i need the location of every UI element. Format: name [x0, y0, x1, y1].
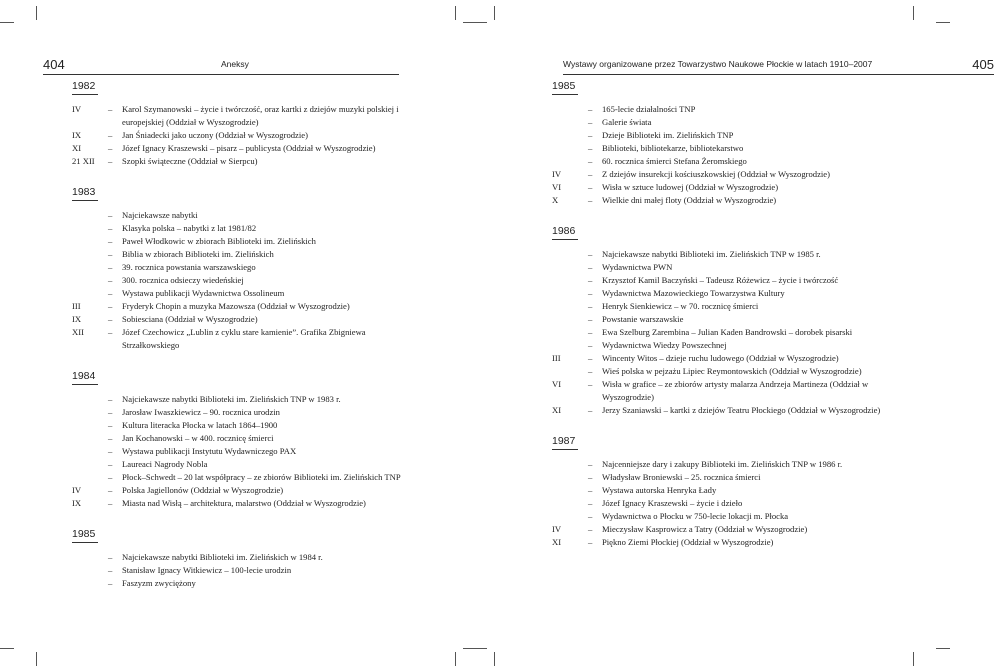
- entry-title: Jan Śniadecki jako uczony (Oddział w Wyszogrodzie): [122, 130, 308, 140]
- entry-title: Fryderyk Chopin a muzyka Mazowsza (Oddział w Wyszogrodzie): [122, 301, 350, 311]
- entry-month: [552, 274, 588, 287]
- entry-dash: –: [108, 262, 113, 272]
- entry-title: Kultura literacka Płocka w latach 1864–1900: [122, 420, 278, 430]
- list-item: [72, 326, 402, 352]
- entry-dash: –: [108, 275, 113, 285]
- entry-title: Ewa Szelburg Zarembina – Julian Kaden Bandrowski – dorobek pisarski: [602, 327, 853, 337]
- list-item: [552, 313, 892, 326]
- entry-title: Wystawa publikacji Instytutu Wydawniczego PAX: [122, 446, 297, 456]
- list-item: [72, 564, 402, 577]
- entry-dash: –: [108, 552, 113, 562]
- entry-title: Najcenniejsze dary i zakupy Biblioteki im. Zielińskich TNP w 1986 r.: [602, 459, 843, 469]
- list-item: [552, 339, 892, 352]
- list-item: [552, 194, 892, 207]
- entry-month: [72, 458, 108, 471]
- list-item: [72, 484, 402, 497]
- list-item: [552, 365, 892, 378]
- entry-title: Najciekawsze nabytki Biblioteki im. Zielińskich TNP w 1983 r.: [122, 394, 341, 404]
- list-item: [552, 378, 892, 404]
- list-item: [72, 209, 402, 222]
- entry-month: [552, 365, 588, 378]
- year-heading: 1983: [72, 186, 98, 201]
- entry-month: [72, 209, 108, 222]
- year-section: [72, 80, 402, 168]
- list-item: [72, 432, 402, 445]
- entry-month: IV: [72, 485, 82, 495]
- entry-month: IV: [72, 104, 82, 114]
- entry-month: [72, 222, 108, 235]
- entry-title: Piękno Ziemi Płockiej (Oddział w Wyszogrodzie): [602, 537, 774, 547]
- entry-month: [72, 393, 108, 406]
- entry-month: [552, 300, 588, 313]
- entry-dash: –: [588, 130, 593, 140]
- entry-month: X: [552, 195, 559, 205]
- list-item: [552, 523, 892, 536]
- entry-title: Wieś polska w pejzażu Lipiec Reymontowskich (Oddział w Wyszogrodzie): [602, 366, 862, 376]
- entry-dash: –: [588, 405, 593, 415]
- entry-title: Najciekawsze nabytki Biblioteki im. Zielińskich TNP w 1985 r.: [602, 249, 821, 259]
- entry-title: Władysław Broniewski – 25. rocznica śmierci: [602, 472, 761, 482]
- entry-dash: –: [588, 301, 593, 311]
- right-page: [475, 0, 994, 672]
- year-heading: 1986: [552, 225, 578, 240]
- entry-month: III: [552, 353, 561, 363]
- entry-month: [72, 406, 108, 419]
- entry-title: Józef Czechowicz „Lublin z cyklu stare kamienie”. Grafika Zbigniewa Strzałkowskiego: [122, 327, 366, 350]
- entry-title: Jarosław Iwaszkiewicz – 90. rocznica urodzin: [122, 407, 280, 417]
- year-section: [72, 370, 402, 510]
- entry-dash: –: [108, 472, 113, 482]
- list-item: [72, 248, 402, 261]
- list-item: [552, 248, 892, 261]
- entry-dash: –: [108, 210, 113, 220]
- entry-dash: –: [108, 446, 113, 456]
- page-number: 405: [972, 57, 994, 72]
- list-item: [552, 536, 892, 549]
- list-item: [72, 577, 402, 590]
- entry-dash: –: [588, 169, 593, 179]
- year-heading: 1987: [552, 435, 578, 450]
- header-rule: [43, 74, 399, 75]
- entry-title: Laureaci Nagrody Nobla: [122, 459, 208, 469]
- list-item: [72, 287, 402, 300]
- entry-dash: –: [588, 156, 593, 166]
- entry-title: Miasta nad Wisłą – architektura, malarstwo (Oddział w Wyszogrodzie): [122, 498, 366, 508]
- entry-title: Wydawnictwa Mazowieckiego Towarzystwa Kultury: [602, 288, 785, 298]
- entry-dash: –: [588, 485, 593, 495]
- entry-title: Józef Ignacy Kraszewski – życie i dzieło: [602, 498, 743, 508]
- entry-dash: –: [108, 459, 113, 469]
- year-section: [72, 528, 402, 590]
- entry-dash: –: [588, 379, 593, 389]
- entry-month: [72, 248, 108, 261]
- page-header: [43, 57, 399, 73]
- list-item: [552, 129, 892, 142]
- entry-dash: –: [588, 327, 593, 337]
- entry-title: Najciekawsze nabytki Biblioteki im. Zielińskich w 1984 r.: [122, 552, 323, 562]
- entry-month: IV: [552, 524, 562, 534]
- entry-dash: –: [108, 130, 113, 140]
- entry-title: Faszyzm zwyciężony: [122, 578, 196, 588]
- list-item: [72, 261, 402, 274]
- list-item: [72, 551, 402, 564]
- list-item: [552, 274, 892, 287]
- entry-month: IX: [72, 130, 82, 140]
- entry-title: Z dziejów insurekcji kościuszkowskiej (Oddział w Wyszogrodzie): [602, 169, 830, 179]
- entry-title: Powstanie warszawskie: [602, 314, 684, 324]
- entry-month: [552, 313, 588, 326]
- entry-title: Wydawnictwa Wiedzy Powszechnej: [602, 340, 727, 350]
- entry-dash: –: [588, 366, 593, 376]
- entry-title: Szopki świąteczne (Oddział w Sierpcu): [122, 156, 258, 166]
- running-head: Wystawy organizowane przez Towarzystwo Naukowe Płockie w latach 1910–2007: [563, 59, 873, 69]
- entry-title: 300. rocznica odsieczy wiedeńskiej: [122, 275, 244, 285]
- entry-month: [72, 287, 108, 300]
- list-item: [552, 300, 892, 313]
- entry-month: IV: [552, 169, 562, 179]
- entry-dash: –: [588, 314, 593, 324]
- entry-title: Jan Kochanowski – w 400. rocznicę śmierci: [122, 433, 274, 443]
- entry-dash: –: [108, 288, 113, 298]
- entry-title: Henryk Sienkiewicz – w 70. rocznicę śmierci: [602, 301, 759, 311]
- page-number: 404: [43, 57, 65, 72]
- entry-dash: –: [588, 104, 593, 114]
- entry-title: Biblia w zbiorach Biblioteki im. Zielińskich: [122, 249, 274, 259]
- entry-dash: –: [108, 301, 113, 311]
- entry-title: Krzysztof Kamil Baczyński – Tadeusz Różewicz – życie i twórczość: [602, 275, 839, 285]
- list-item: [552, 181, 892, 194]
- list-item: [552, 155, 892, 168]
- list-item: [72, 406, 402, 419]
- entry-title: Wincenty Witos – dzieje ruchu ludowego (Oddział w Wyszogrodzie): [602, 353, 839, 363]
- entry-month: VI: [552, 182, 562, 192]
- entry-month: XI: [72, 143, 82, 153]
- entry-dash: –: [108, 420, 113, 430]
- year-section: [552, 225, 892, 417]
- entry-dash: –: [108, 394, 113, 404]
- entry-dash: –: [588, 275, 593, 285]
- entry-month: [72, 274, 108, 287]
- list-item: [72, 235, 402, 248]
- entry-month: XI: [552, 405, 562, 415]
- list-item: [72, 471, 402, 484]
- entry-month: [552, 261, 588, 274]
- entry-dash: –: [588, 340, 593, 350]
- entry-title: Józef Ignacy Kraszewski – pisarz – publicysta (Oddział w Wyszogrodzie): [122, 143, 376, 153]
- list-item: [72, 142, 402, 155]
- entry-title: Stanisław Ignacy Witkiewicz – 100-lecie urodzin: [122, 565, 292, 575]
- entry-month: [72, 577, 108, 590]
- entry-month: [552, 155, 588, 168]
- entry-dash: –: [588, 195, 593, 205]
- entry-month: IX: [72, 314, 82, 324]
- entry-month: IX: [72, 498, 82, 508]
- entry-title: Wydawnictwa o Płocku w 750-lecie lokacji m. Płocka: [602, 511, 789, 521]
- entry-month: [72, 564, 108, 577]
- exhibition-list: [72, 80, 402, 608]
- list-item: [72, 313, 402, 326]
- header-rule: [563, 74, 994, 75]
- list-item: [552, 458, 892, 471]
- list-item: [72, 129, 402, 142]
- list-item: [72, 274, 402, 287]
- list-item: [552, 484, 892, 497]
- entry-dash: –: [588, 537, 593, 547]
- entry-title: Karol Szymanowski – życie i twórczość, oraz kartki z dziejów muzyki polskiej i europejskiej (Oddział w Wyszogrodzie): [122, 104, 399, 127]
- entry-month: [72, 471, 108, 484]
- entry-dash: –: [108, 565, 113, 575]
- entry-month: [72, 419, 108, 432]
- entry-month: [552, 339, 588, 352]
- entry-month: [552, 484, 588, 497]
- entry-month: [552, 129, 588, 142]
- entry-dash: –: [108, 407, 113, 417]
- entry-title: Sobiesciana (Oddział w Wyszogrodzie): [122, 314, 258, 324]
- entry-dash: –: [588, 249, 593, 259]
- entry-month: [552, 142, 588, 155]
- list-item: [72, 497, 402, 510]
- entry-month: [552, 326, 588, 339]
- exhibition-list: [552, 80, 892, 567]
- entry-dash: –: [588, 143, 593, 153]
- entry-month: [552, 497, 588, 510]
- list-item: [552, 497, 892, 510]
- entry-month: [72, 445, 108, 458]
- page-header: [563, 57, 994, 73]
- entry-month: [72, 432, 108, 445]
- entry-title: Jerzy Szaniawski – kartki z dziejów Teatru Płockiego (Oddział w Wyszogrodzie): [602, 405, 881, 415]
- entry-month: [72, 261, 108, 274]
- entry-dash: –: [588, 511, 593, 521]
- entry-dash: –: [108, 578, 113, 588]
- list-item: [552, 510, 892, 523]
- entry-month: III: [72, 301, 81, 311]
- entry-title: 39. rocznica powstania warszawskiego: [122, 262, 256, 272]
- entry-title: Biblioteki, bibliotekarze, bibliotekarstwo: [602, 143, 744, 153]
- year-heading: 1985: [72, 528, 98, 543]
- entry-month: VI: [552, 379, 562, 389]
- entry-month: [552, 458, 588, 471]
- entry-dash: –: [108, 143, 113, 153]
- list-item: [552, 287, 892, 300]
- entry-dash: –: [588, 459, 593, 469]
- entry-month: [72, 551, 108, 564]
- entry-month: [552, 287, 588, 300]
- entry-title: Polska Jagiellonów (Oddział w Wyszogrodzie): [122, 485, 284, 495]
- entry-title: Klasyka polska – nabytki z lat 1981/82: [122, 223, 257, 233]
- entry-title: Wisła w sztuce ludowej (Oddział w Wyszogrodzie): [602, 182, 779, 192]
- entry-title: 165-lecie działalności TNP: [602, 104, 696, 114]
- list-item: [552, 116, 892, 129]
- list-item: [552, 352, 892, 365]
- entry-title: Wisła w grafice – ze zbiorów artysty malarza Andrzeja Martineza (Oddział w Wyszogrodzie): [602, 379, 869, 402]
- entry-month: [552, 116, 588, 129]
- list-item: [552, 142, 892, 155]
- entry-dash: –: [108, 223, 113, 233]
- list-item: [552, 261, 892, 274]
- entry-dash: –: [108, 249, 113, 259]
- entry-dash: –: [108, 156, 113, 166]
- year-heading: 1985: [552, 80, 578, 95]
- year-section: [552, 80, 892, 207]
- entry-dash: –: [108, 498, 113, 508]
- entry-title: Wielkie dni małej floty (Oddział w Wyszogrodzie): [602, 195, 777, 205]
- entry-dash: –: [108, 433, 113, 443]
- entry-title: Wydawnictwa PWN: [602, 262, 673, 272]
- list-item: [552, 404, 892, 417]
- list-item: [72, 458, 402, 471]
- entry-month: XI: [552, 537, 562, 547]
- running-head: Aneksy: [221, 59, 249, 69]
- entry-dash: –: [588, 182, 593, 192]
- entry-title: 60. rocznica śmierci Stefana Żeromskiego: [602, 156, 747, 166]
- list-item: [552, 471, 892, 484]
- entry-title: Wystawa publikacji Wydawnictwa Ossolineum: [122, 288, 285, 298]
- list-item: [72, 222, 402, 235]
- entry-month: 21 XII: [72, 156, 95, 166]
- entry-dash: –: [108, 327, 113, 337]
- entry-dash: –: [588, 353, 593, 363]
- entry-dash: –: [108, 104, 113, 114]
- list-item: [552, 103, 892, 116]
- entry-dash: –: [588, 288, 593, 298]
- list-item: [72, 103, 402, 129]
- entry-title: Płock–Schwedt – 20 lat współpracy – ze zbiorów Biblioteki im. Zielińskich TNP: [122, 472, 401, 482]
- entry-dash: –: [588, 262, 593, 272]
- entry-title: Najciekawsze nabytki: [122, 210, 198, 220]
- year-section: [552, 435, 892, 549]
- entry-title: Paweł Włodkowic w zbiorach Biblioteki im. Zielińskich: [122, 236, 316, 246]
- entry-dash: –: [108, 485, 113, 495]
- entry-month: [552, 471, 588, 484]
- entry-month: [552, 248, 588, 261]
- entry-title: Wystawa autorska Henryka Łady: [602, 485, 717, 495]
- entry-dash: –: [588, 524, 593, 534]
- list-item: [552, 168, 892, 181]
- entry-month: [72, 235, 108, 248]
- list-item: [552, 326, 892, 339]
- entry-dash: –: [108, 314, 113, 324]
- entry-dash: –: [108, 236, 113, 246]
- left-page: [0, 0, 475, 672]
- entry-title: Dzieje Biblioteki im. Zielińskich TNP: [602, 130, 734, 140]
- entry-title: Galerie świata: [602, 117, 652, 127]
- entry-month: XII: [72, 327, 84, 337]
- list-item: [72, 155, 402, 168]
- year-section: [72, 186, 402, 352]
- year-heading: 1984: [72, 370, 98, 385]
- entry-month: [552, 510, 588, 523]
- list-item: [72, 419, 402, 432]
- entry-dash: –: [588, 472, 593, 482]
- entry-title: Mieczysław Kasprowicz a Tatry (Oddział w Wyszogrodzie): [602, 524, 808, 534]
- year-heading: 1982: [72, 80, 98, 95]
- entry-dash: –: [588, 117, 593, 127]
- list-item: [72, 445, 402, 458]
- list-item: [72, 393, 402, 406]
- entry-month: [552, 103, 588, 116]
- entry-dash: –: [588, 498, 593, 508]
- list-item: [72, 300, 402, 313]
